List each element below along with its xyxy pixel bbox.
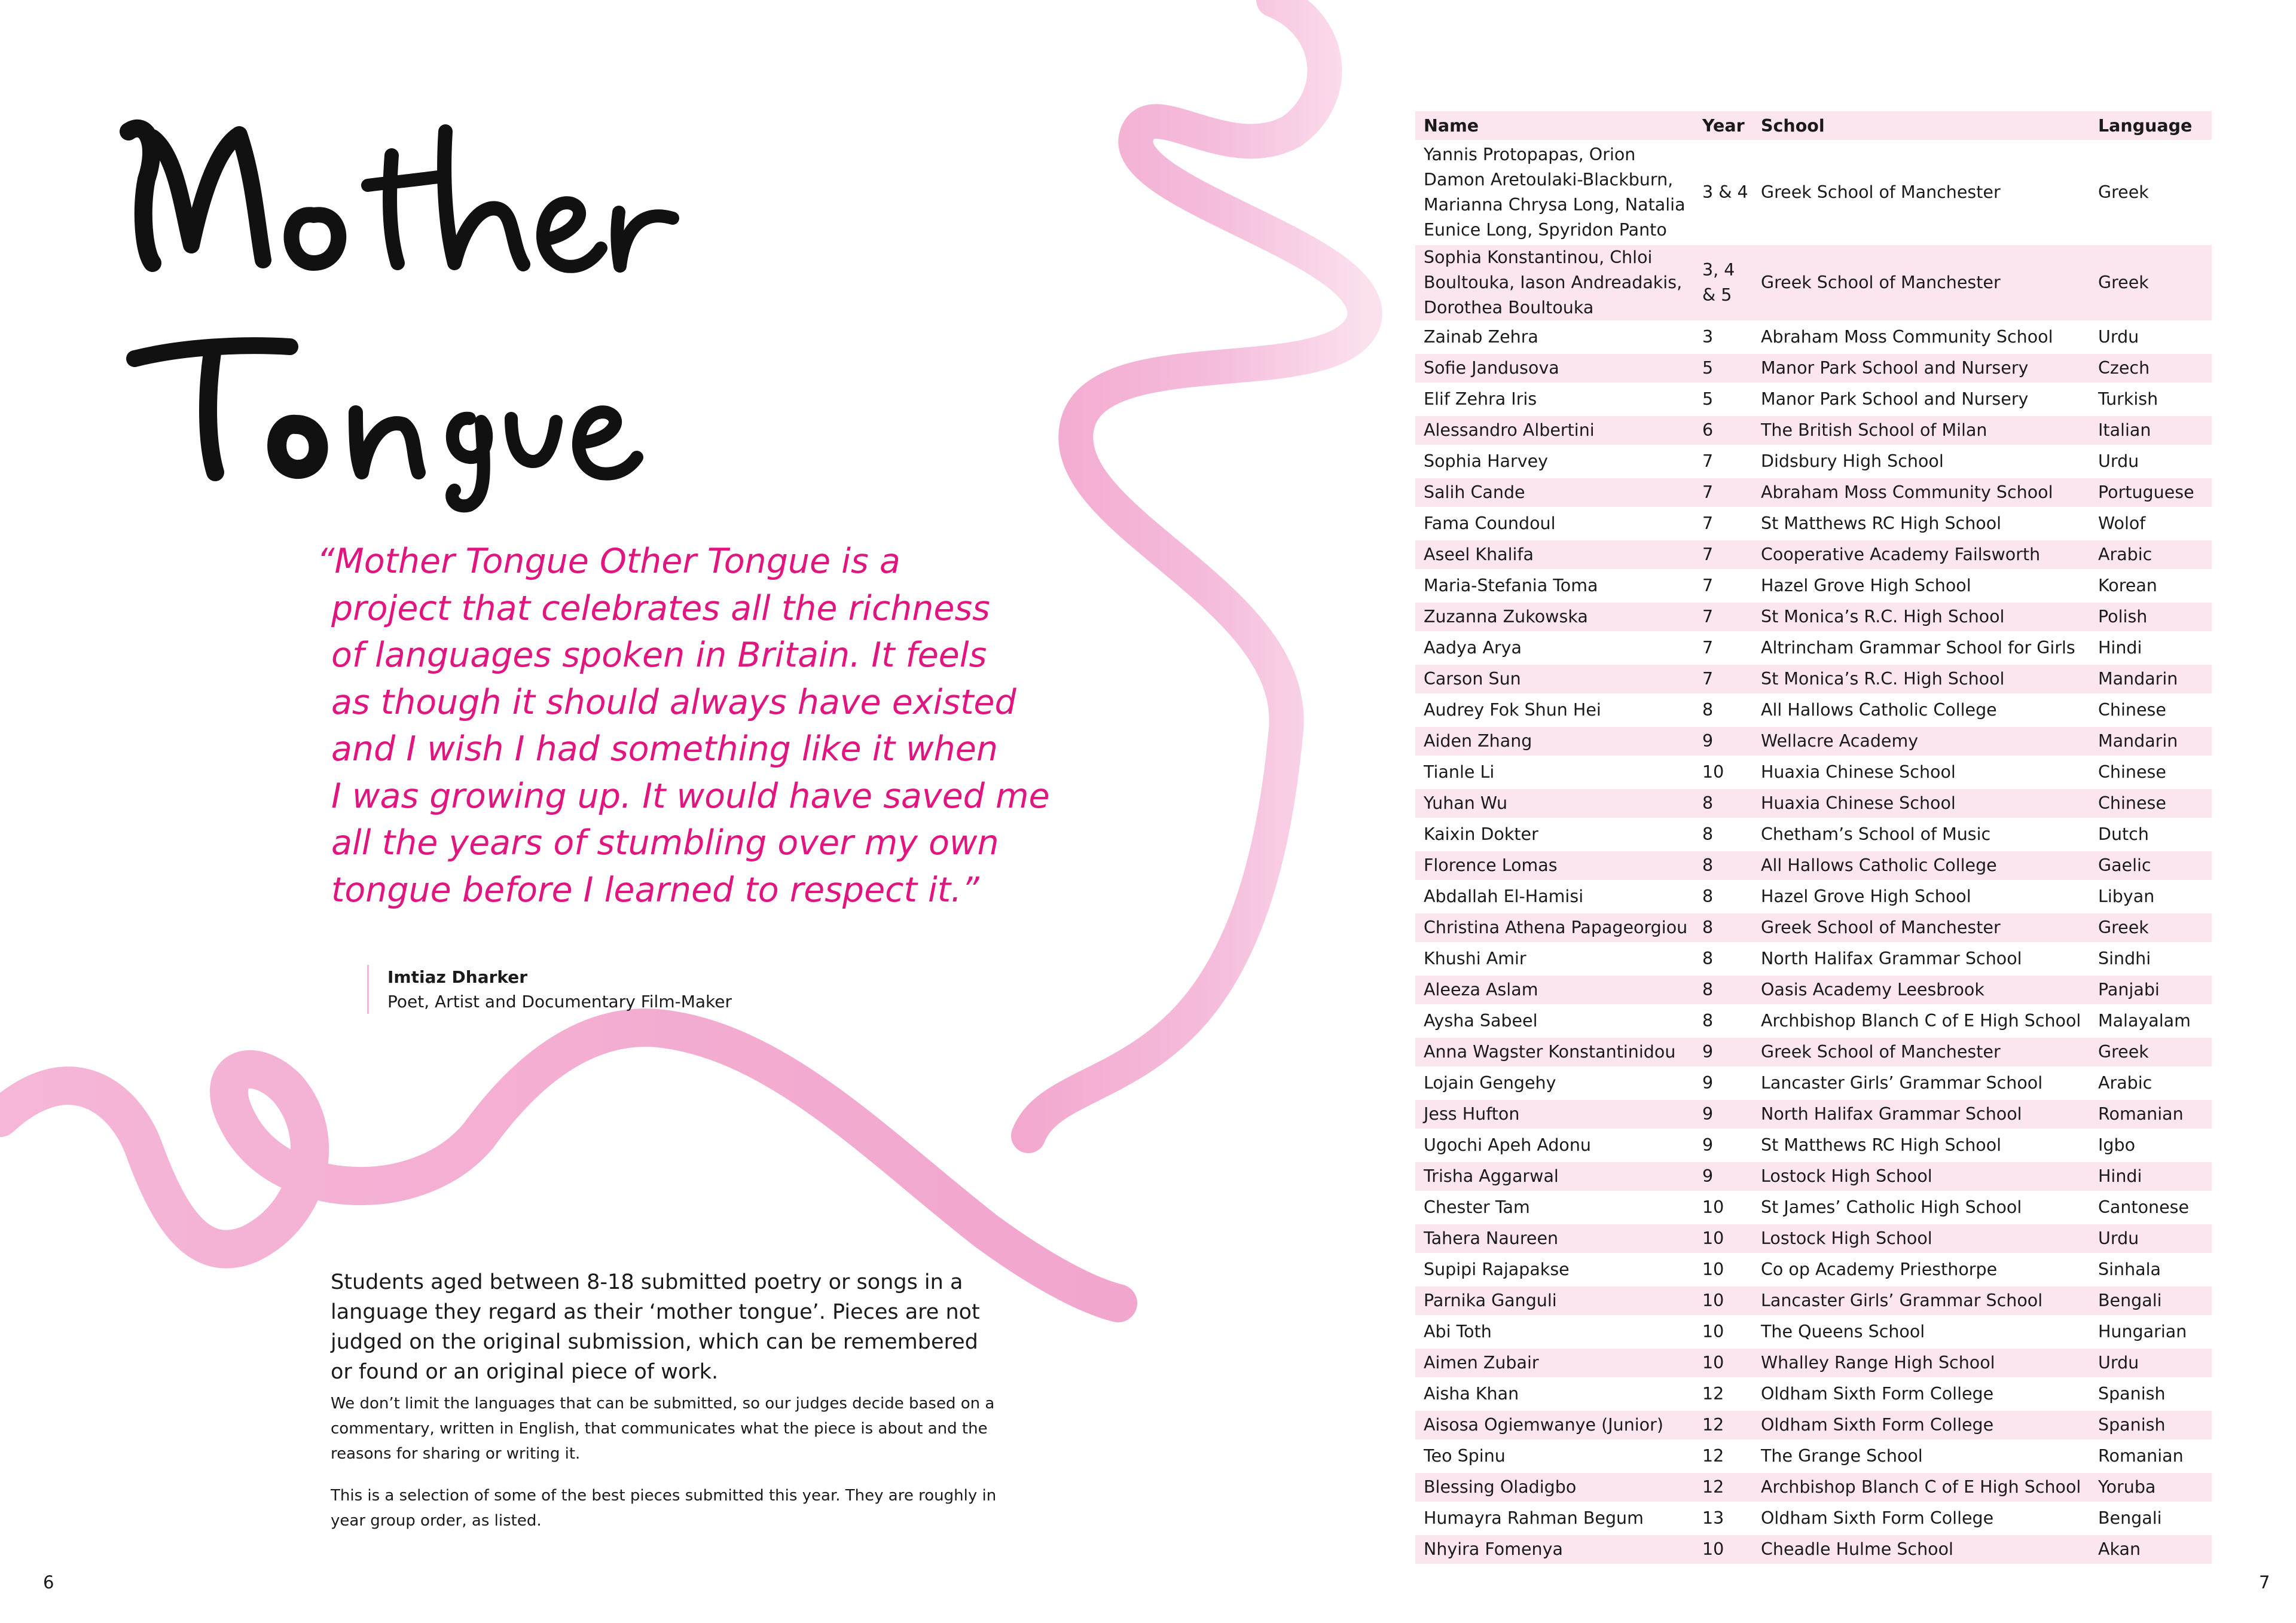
cell-school: St Matthews RC High School [1761, 514, 2002, 533]
pull-quote [317, 538, 1094, 913]
table-row [1415, 727, 2212, 756]
table-row [1415, 385, 2212, 414]
cell-school: Manor Park School and Nursery [1761, 389, 2029, 409]
cell-language: Hindi [2098, 638, 2142, 658]
cell-school: All Hallows Catholic College [1752, 851, 2090, 880]
cell-year: 8 [1694, 851, 1752, 880]
cell-year: 13 [1702, 1508, 1724, 1528]
cell-language: Dutch [2098, 824, 2149, 844]
cell-language: Romanian [2098, 1446, 2184, 1466]
cell-name: Zuzanna Zukowska [1415, 603, 1694, 631]
cell-year: 8 [1694, 789, 1752, 818]
cell-name: Aleeza Aslam [1415, 976, 1694, 1004]
table-row [1415, 913, 2212, 942]
page-number-right: 7 [2259, 1572, 2270, 1593]
cell-name: Sophia Harvey [1424, 451, 1549, 471]
cell-name: Aisosa Ogiemwanye (Junior) [1415, 1411, 1694, 1439]
cell-year: 9 [1702, 1135, 1714, 1155]
cell-school: Hazel Grove High School [1761, 576, 1971, 595]
intro-lead-line: or found or an original piece of work. [331, 1360, 719, 1384]
cell-language: Cantonese [2098, 1197, 2190, 1217]
table-row [1415, 1442, 2212, 1471]
ribbon-lower [0, 1028, 1118, 1303]
cell-school: Huaxia Chinese School [1752, 789, 2090, 818]
cell-school: Hazel Grove High School [1761, 887, 1971, 906]
cell-language: Mandarin [2090, 665, 2212, 693]
table-row [1415, 323, 2212, 352]
cell-school: The Grange School [1761, 1446, 1923, 1466]
cell-school: The Queens School [1761, 1322, 1925, 1341]
quote-line: I was growing up. It would have saved me [331, 776, 1050, 816]
column-header-language: Language [2090, 111, 2212, 140]
cell-language: Arabic [2098, 1073, 2152, 1093]
participants-table [1415, 109, 2212, 1566]
cell-name: Carson Sun [1415, 665, 1694, 693]
table-row [1415, 696, 2212, 725]
cell-language: Igbo [2098, 1135, 2136, 1155]
cell-school: Whalley Range High School [1752, 1349, 2090, 1377]
cell-language: Sinhala [2098, 1260, 2161, 1279]
column-header-name: Name [1415, 111, 1694, 140]
cell-year: 7 [1694, 540, 1752, 569]
cell-language: Greek [2090, 913, 2212, 942]
cell-language: Spanish [2090, 1411, 2212, 1439]
table-row [1415, 1286, 2212, 1315]
table-row [1415, 478, 2212, 507]
cell-language: Akan [2090, 1535, 2212, 1564]
cell-school: Abraham Moss Community School [1752, 478, 2090, 507]
table-row [1415, 571, 2212, 600]
cell-year: 10 [1694, 1535, 1752, 1564]
quote-line: project that celebrates all the richness [331, 588, 990, 628]
cell-name: Abi Toth [1424, 1322, 1492, 1341]
cell-year: 7 [1702, 451, 1714, 471]
cell-year: 9 [1694, 727, 1752, 756]
cell-year: 10 [1702, 1322, 1724, 1341]
column-header-year: Year [1694, 111, 1752, 140]
table-row [1415, 509, 2212, 538]
table-header-row [1415, 111, 2212, 140]
cell-year: 6 [1694, 416, 1752, 445]
cell-language: Romanian [2090, 1100, 2212, 1129]
table-row [1415, 1224, 2212, 1253]
cell-school: Huaxia Chinese School [1761, 762, 1956, 782]
cell-name: Aadya Arya [1424, 638, 1522, 658]
cell-language: Gaelic [2090, 851, 2212, 880]
cell-name: Nhyira Fomenya [1415, 1535, 1694, 1564]
cell-name: Tahera Naureen [1415, 1224, 1694, 1253]
cell-year: 8 [1694, 976, 1752, 1004]
cell-language: Hungarian [2098, 1322, 2187, 1341]
cell-name: Jess Hufton [1415, 1100, 1694, 1129]
cell-year: 7 [1694, 665, 1752, 693]
intro-line: year group order, as listed. [331, 1512, 542, 1530]
cell-name: Alessandro Albertini [1415, 416, 1694, 445]
table-row [1415, 1162, 2212, 1191]
cell-language: Bengali [2090, 1286, 2212, 1315]
table-row [1415, 603, 2212, 631]
cell-language: Italian [2090, 416, 2212, 445]
table-row [1415, 758, 2212, 787]
quote-line: and I wish I had something like it when [331, 729, 998, 769]
cell-name: Trisha Aggarwal [1415, 1162, 1694, 1191]
intro-line: We don’t limit the languages that can be submitted, so our judges decide based on a [331, 1395, 995, 1413]
intro-line: commentary, written in English, that communicates what the piece is about and the [331, 1420, 988, 1438]
table-row [1415, 1193, 2212, 1222]
cell-year: 8 [1694, 913, 1752, 942]
cell-language: Chinese [2098, 762, 2166, 782]
cell-name: Supipi Rajapakse [1424, 1260, 1570, 1279]
table-row [1415, 1380, 2212, 1408]
cell-name: Audrey Fok Shun Hei [1424, 700, 1601, 720]
cell-language: Urdu [2098, 451, 2139, 471]
cell-year: 8 [1702, 700, 1714, 720]
cell-language: Greek [2090, 245, 2212, 320]
cell-year: 12 [1702, 1446, 1724, 1466]
table-row [1415, 976, 2212, 1004]
cell-year: 8 [1702, 887, 1714, 906]
intro-line: reasons for sharing or writing it. [331, 1445, 581, 1463]
quote-line: “Mother Tongue Other Tongue is a [317, 542, 900, 581]
cell-name: Sofie Jandusova [1415, 354, 1694, 383]
cell-school: All Hallows Catholic College [1761, 700, 1997, 720]
cell-school: Greek School of Manchester [1752, 1038, 2090, 1066]
quote-author: Imtiaz Dharker [387, 967, 528, 987]
table-row [1415, 634, 2212, 662]
cell-school: North Halifax Grammar School [1761, 949, 2022, 968]
table-row [1415, 354, 2212, 383]
intro-paragraph-languages [331, 1391, 1048, 1466]
cell-name: Aisha Khan [1424, 1384, 1519, 1404]
cell-school: Altrincham Grammar School for Girls [1761, 638, 2075, 658]
cell-year: 3 [1702, 327, 1714, 347]
cell-year: 8 [1702, 1011, 1714, 1031]
cell-language: Czech [2090, 354, 2212, 383]
cell-year: 5 [1702, 389, 1714, 409]
cell-school: The British School of Milan [1752, 416, 2090, 445]
table-row [1415, 1349, 2212, 1377]
cell-name: Elif Zehra Iris [1424, 389, 1537, 409]
table-row [1415, 665, 2212, 693]
cell-school: Lostock High School [1752, 1162, 2090, 1191]
cell-school: Oldham Sixth Form College [1761, 1508, 1994, 1528]
cell-year: 9 [1702, 1073, 1714, 1093]
table-row [1415, 1100, 2212, 1129]
cell-school: Wellacre Academy [1752, 727, 2090, 756]
table-row [1415, 447, 2212, 476]
quote-line: tongue before I learned to respect it.” [331, 870, 979, 910]
cell-name: Kaixin Dokter [1424, 824, 1538, 844]
table-row [1415, 416, 2212, 445]
table-row [1415, 1038, 2212, 1066]
cell-year: 8 [1702, 824, 1714, 844]
table-row [1415, 945, 2212, 973]
cell-year: 9 [1694, 1162, 1752, 1191]
cell-year: 7 [1702, 576, 1714, 595]
table-row [1415, 1007, 2212, 1035]
cell-school: St Monica’s R.C. High School [1752, 665, 2090, 693]
intro-lead-line: language they regard as their ‘mother tongue’. Pieces are not [331, 1300, 980, 1324]
cell-school: St Monica’s R.C. High School [1752, 603, 2090, 631]
table-row [1415, 1318, 2212, 1346]
cell-school: St James’ Catholic High School [1761, 1197, 2022, 1217]
page-title [111, 108, 709, 514]
cell-school: Manor Park School and Nursery [1752, 354, 2090, 383]
cell-language: Malayalam [2098, 1011, 2191, 1031]
cell-name: Yuhan Wu [1415, 789, 1694, 818]
cell-school: Co op Academy Priesthorpe [1761, 1260, 1998, 1279]
cell-name: Aysha Sabeel [1424, 1011, 1538, 1031]
cell-year: 5 [1694, 354, 1752, 383]
cell-language: Korean [2098, 576, 2157, 595]
quote-author-role: Poet, Artist and Documentary Film-Maker [387, 992, 732, 1011]
cell-name: Blessing Oladigbo [1415, 1473, 1694, 1502]
table-row [1415, 1411, 2212, 1439]
cell-language: Urdu [2090, 1349, 2212, 1377]
cell-name: Humayra Rahman Begum [1424, 1508, 1644, 1528]
cell-language: Arabic [2090, 540, 2212, 569]
cell-year: 7 [1702, 514, 1714, 533]
cell-name: Sophia Konstantinou, Chloi Boultouka, Iason Andreadakis, Dorothea Boultouka [1415, 245, 1694, 320]
cell-name: Parnika Ganguli [1415, 1286, 1694, 1315]
table-row [1415, 142, 2212, 243]
cell-language: Libyan [2098, 887, 2155, 906]
quote-line: all the years of stumbling over my own [331, 823, 999, 863]
cell-school: Oldham Sixth Form College [1761, 1384, 1994, 1404]
cell-language: Urdu [2098, 327, 2139, 347]
cell-school: Cheadle Hulme School [1752, 1535, 2090, 1564]
cell-year: 7 [1694, 478, 1752, 507]
cell-school: Greek School of Manchester [1752, 245, 2090, 320]
intro-paragraph-selection [331, 1483, 1048, 1533]
cell-name: Christina Athena Papageorgiou [1415, 913, 1694, 942]
cell-name: Teo Spinu [1424, 1446, 1506, 1466]
page-number-left: 6 [43, 1572, 54, 1593]
cell-name: Anna Wagster Konstantinidou [1415, 1038, 1694, 1066]
cell-language: Chinese [2090, 789, 2212, 818]
cell-school: Oldham Sixth Form College [1752, 1411, 2090, 1439]
table-row [1415, 1069, 2212, 1098]
cell-school: Greek School of Manchester [1752, 913, 2090, 942]
cell-language: Sindhi [2098, 949, 2151, 968]
cell-language: Spanish [2098, 1384, 2166, 1404]
cell-year: 10 [1702, 762, 1724, 782]
cell-school: Cooperative Academy Failsworth [1752, 540, 2090, 569]
cell-school: Abraham Moss Community School [1761, 327, 2053, 347]
title-word-tongue [135, 346, 637, 506]
cell-school: Didsbury High School [1761, 451, 1944, 471]
cell-language: Greek [2090, 1038, 2212, 1066]
cell-year: 3, 4 & 5 [1694, 245, 1752, 320]
table-row [1415, 1131, 2212, 1160]
table-row [1415, 540, 2212, 569]
cell-year: 10 [1702, 1197, 1724, 1217]
cell-year: 12 [1694, 1473, 1752, 1502]
intro-line: This is a selection of some of the best pieces submitted this year. They are roughly in [331, 1487, 997, 1505]
cell-name: Fama Coundoul [1424, 514, 1556, 533]
table-row [1415, 1535, 2212, 1564]
intro-lead-line: judged on the original submission, which can be remembered [331, 1330, 978, 1354]
cell-school: Lancaster Girls’ Grammar School [1761, 1073, 2043, 1093]
cell-year: 10 [1694, 1349, 1752, 1377]
column-header-school: School [1752, 111, 2090, 140]
cell-name: Zainab Zehra [1424, 327, 1538, 347]
cell-name: Maria-Stefania Toma [1424, 576, 1598, 595]
cell-year: 10 [1694, 1224, 1752, 1253]
table-row [1415, 882, 2212, 911]
table-row [1415, 245, 2212, 320]
cell-name: Lojain Gengehy [1424, 1073, 1556, 1093]
table-row [1415, 1255, 2212, 1284]
cell-year: 3 & 4 [1702, 182, 1748, 202]
table-row [1415, 851, 2212, 880]
cell-year: 10 [1694, 1286, 1752, 1315]
cell-language: Turkish [2098, 389, 2158, 409]
cell-name: Aiden Zhang [1415, 727, 1694, 756]
intro-lead-line: Students aged between 8-18 submitted poetry or songs in a [331, 1270, 963, 1294]
cell-school: Lostock High School [1752, 1224, 2090, 1253]
cell-school: Archbishop Blanch C of E High School [1761, 1011, 2081, 1031]
table-row [1415, 1504, 2212, 1533]
cell-school: St Matthews RC High School [1761, 1135, 2002, 1155]
cell-year: 9 [1694, 1100, 1752, 1129]
table-row [1415, 789, 2212, 818]
cell-year: 7 [1702, 638, 1714, 658]
cell-language: Panjabi [2090, 976, 2212, 1004]
cell-school: Chetham’s School of Music [1761, 824, 1991, 844]
quote-line: of languages spoken in Britain. It feels [331, 635, 987, 675]
cell-name: Salih Cande [1415, 478, 1694, 507]
cell-name: Chester Tam [1424, 1197, 1530, 1217]
cell-year: 12 [1694, 1411, 1752, 1439]
cell-year: 8 [1702, 949, 1714, 968]
cell-language: Yoruba [2090, 1473, 2212, 1502]
table-row [1415, 1473, 2212, 1502]
cell-name: Aseel Khalifa [1415, 540, 1694, 569]
cell-school: North Halifax Grammar School [1752, 1100, 2090, 1129]
cell-language: Bengali [2098, 1508, 2162, 1528]
quote-line: as though it should always have existed [331, 682, 1016, 722]
quote-attribution [367, 965, 732, 1014]
cell-name: Abdallah El-Hamisi [1424, 887, 1584, 906]
cell-school: Greek School of Manchester [1761, 182, 2001, 202]
cell-school: Oasis Academy Leesbrook [1752, 976, 2090, 1004]
cell-language: Portuguese [2090, 478, 2212, 507]
cell-language: Wolof [2098, 514, 2146, 533]
cell-language: Polish [2090, 603, 2212, 631]
table-body [1415, 142, 2212, 1564]
intro-lead [331, 1267, 1048, 1387]
cell-name: Tianle Li [1424, 762, 1495, 782]
cell-language: Hindi [2090, 1162, 2212, 1191]
cell-year: 7 [1694, 603, 1752, 631]
cell-name: Aimen Zubair [1415, 1349, 1694, 1377]
cell-year: 12 [1702, 1384, 1724, 1404]
cell-language: Greek [2098, 182, 2149, 202]
title-word-mother [129, 129, 673, 267]
cell-school: Lancaster Girls’ Grammar School [1752, 1286, 2090, 1315]
cell-school: Archbishop Blanch C of E High School [1752, 1473, 2090, 1502]
cell-year: 9 [1694, 1038, 1752, 1066]
cell-year: 10 [1702, 1260, 1724, 1279]
cell-language: Chinese [2098, 700, 2166, 720]
cell-name: Yannis Protopapas, Orion Damon Aretoulaki-Blackburn, Marianna Chrysa Long, Natalia Eunice Long, Spyridon Panto [1424, 145, 1686, 240]
cell-name: Florence Lomas [1415, 851, 1694, 880]
cell-language: Urdu [2090, 1224, 2212, 1253]
cell-name: Ugochi Apeh Adonu [1424, 1135, 1591, 1155]
cell-name: Khushi Amir [1424, 949, 1526, 968]
table-row [1415, 820, 2212, 849]
cell-language: Mandarin [2090, 727, 2212, 756]
